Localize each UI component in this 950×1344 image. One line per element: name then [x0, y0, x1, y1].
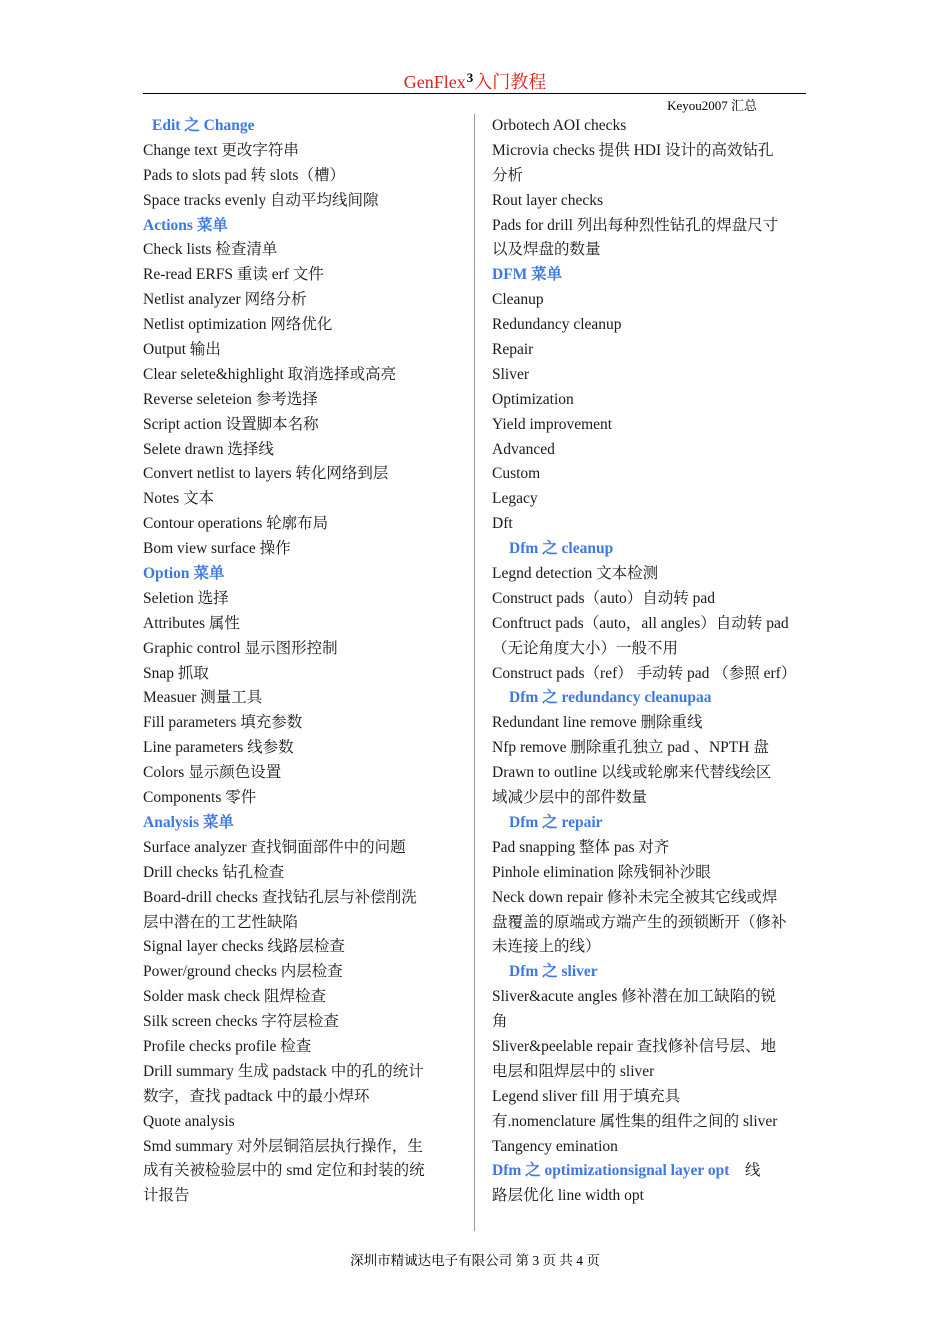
- line-text: Yield improvement: [492, 415, 613, 433]
- line-text: Tangency emination: [492, 1137, 618, 1155]
- menu-entry-line: [143, 935, 461, 960]
- line-text: Analysis 菜单: [143, 813, 234, 831]
- section-heading: [492, 537, 812, 562]
- column-divider: [474, 114, 475, 1231]
- menu-entry-line: [143, 1110, 461, 1135]
- menu-entry-line: [143, 438, 461, 463]
- menu-entry-line: [492, 1110, 812, 1135]
- line-text: Custom: [492, 465, 541, 483]
- line-text: 域减少层中的部件数量: [492, 789, 648, 807]
- menu-entry-line: [492, 612, 812, 637]
- menu-entry-line: [143, 886, 461, 911]
- menu-entry-line: [143, 1184, 461, 1209]
- menu-entry-line: [492, 214, 812, 239]
- menu-entry-line: [143, 1010, 461, 1035]
- header-author: Keyou2007 汇总: [667, 98, 757, 113]
- menu-entry-line: [143, 512, 461, 537]
- line-text: Option 菜单: [143, 565, 225, 583]
- line-text: Silk screen checks 字符层检查: [143, 1013, 339, 1031]
- line-text: Dfm 之 optimizationsignal layer opt: [492, 1162, 730, 1180]
- line-text: Check lists 检查清单: [143, 241, 278, 259]
- menu-entry-line: [492, 587, 812, 612]
- menu-entry-line: [143, 960, 461, 985]
- line-text: Sliver&peelable repair 查找修补信号层、地: [492, 1037, 777, 1055]
- line-text: Dfm 之 cleanup: [509, 540, 614, 558]
- line-text: Conftruct pads（auto，all angles）自动转 pad: [492, 614, 789, 632]
- menu-entry-line: [143, 462, 461, 487]
- line-text: Actions 菜单: [143, 216, 228, 234]
- menu-entry-line: [143, 612, 461, 637]
- menu-entry-line: [492, 462, 812, 487]
- menu-entry-line: [492, 1060, 812, 1085]
- line-text: Legacy: [492, 490, 538, 508]
- line-text: Repair: [492, 341, 534, 359]
- line-text: Attributes 属性: [143, 614, 240, 632]
- line-text: Notes 文本: [143, 490, 215, 508]
- line-text: 有.nomenclature 属性集的组件之间的 sliver: [492, 1112, 778, 1130]
- left-column: [143, 114, 461, 1209]
- line-text: Dfm 之 repair: [509, 813, 603, 831]
- line-text: Sliver&acute angles 修补潜在加工缺陷的锐: [492, 988, 777, 1006]
- line-text: 路层优化 line width opt: [492, 1187, 644, 1205]
- section-heading: [492, 686, 812, 711]
- line-text: Line parameters 线参数: [143, 739, 294, 757]
- line-text: Orbotech AOI checks: [492, 117, 627, 134]
- line-text: 以及焊盘的数量: [492, 241, 601, 259]
- menu-entry-line: [143, 537, 461, 562]
- line-text: Quote analysis: [143, 1112, 235, 1130]
- line-text: Graphic control 显示图形控制: [143, 639, 338, 657]
- page-footer: 深圳市精诚达电子有限公司 第 3 页 共 4 页: [350, 1253, 600, 1268]
- menu-entry-line: [143, 189, 461, 214]
- menu-entry-line: [492, 114, 812, 139]
- menu-entry-line: [143, 1085, 461, 1110]
- menu-entry-line: [492, 836, 812, 861]
- menu-entry-line: [492, 363, 812, 388]
- line-text: Drill summary 生成 padstack 中的孔的统计: [143, 1062, 424, 1080]
- menu-entry-line: [492, 911, 812, 936]
- line-text: Rout layer checks: [492, 191, 604, 209]
- menu-entry-line: [492, 711, 812, 736]
- menu-entry-line: [492, 1010, 812, 1035]
- line-text: Legend sliver fill 用于填充具: [492, 1087, 681, 1105]
- menu-entry-line: [143, 263, 461, 288]
- menu-entry-line: [143, 139, 461, 164]
- line-text: Space tracks evenly 自动平均线间隙: [143, 191, 379, 209]
- menu-entry-line: [492, 1035, 812, 1060]
- line-text: Clear selete&highlight 取消选择或高亮: [143, 365, 397, 383]
- line-text: Solder mask check 阻焊检查: [143, 988, 326, 1006]
- menu-entry-line: [143, 363, 461, 388]
- line-text: 未连接上的线）: [492, 938, 601, 956]
- line-text: Selete drawn 选择线: [143, 440, 274, 458]
- menu-entry-line: [492, 562, 812, 587]
- menu-entry-line: [143, 1135, 461, 1160]
- section-heading: [492, 960, 812, 985]
- menu-entry-line: [492, 761, 812, 786]
- line-text: Board-drill checks 查找钻孔层与补偿削洗: [143, 888, 417, 906]
- section-heading: [143, 562, 461, 587]
- line-text: Contour operations 轮廓布局: [143, 515, 329, 533]
- menu-entry-line: [492, 288, 812, 313]
- line-text: Dfm 之 redundancy cleanupaa: [509, 689, 712, 707]
- line-text: Profile checks profile 检查: [143, 1037, 312, 1055]
- line-text: Dfm 之 sliver: [509, 963, 598, 981]
- line-text: Optimization: [492, 390, 574, 408]
- line-text: Signal layer checks 线路层检查: [143, 938, 345, 956]
- line-text: Neck down repair 修补未完全被其它线或焊: [492, 888, 778, 906]
- line-text: Reverse seleteion 参考选择: [143, 390, 318, 408]
- line-text: Power/ground checks 内层检查: [143, 963, 343, 981]
- menu-entry-line: [492, 388, 812, 413]
- menu-entry-line: [143, 711, 461, 736]
- line-text: 电层和阻焊层中的 sliver: [492, 1062, 655, 1080]
- menu-entry-line: [143, 388, 461, 413]
- menu-entry-line: [492, 413, 812, 438]
- menu-entry-line: [492, 985, 812, 1010]
- menu-entry-line: [492, 139, 812, 164]
- section-heading: [492, 263, 812, 288]
- header-page-marker: 3: [466, 70, 474, 85]
- line-text: 盘覆盖的原端或方端产生的颈锁断开（修补: [492, 913, 787, 931]
- line-text: Drawn to outline 以线或轮廓来代替线绘区: [492, 764, 772, 782]
- line-text: Script action 设置脚本名称: [143, 415, 319, 433]
- menu-entry-line: [492, 512, 812, 537]
- line-text: Pinhole elimination 除残铜补沙眼: [492, 863, 711, 881]
- line-text: DFM 菜单: [492, 266, 563, 284]
- line-text: Output 输出: [143, 341, 221, 359]
- menu-entry-line: [143, 413, 461, 438]
- menu-entry-line: [492, 238, 812, 263]
- menu-entry-line: [143, 761, 461, 786]
- menu-entry-line: [143, 587, 461, 612]
- line-text: 成有关被检验层中的 smd 定位和封装的统: [143, 1162, 425, 1180]
- line-text: Bom view surface 操作: [143, 540, 291, 558]
- menu-entry-line: [143, 338, 461, 363]
- menu-entry-line: [492, 313, 812, 338]
- line-text: Legnd detection 文本检测: [492, 565, 659, 583]
- line-text: Sliver: [492, 365, 530, 383]
- menu-entry-line: [143, 637, 461, 662]
- menu-entry-line: [143, 662, 461, 687]
- menu-entry-line: [143, 686, 461, 711]
- line-text: Fill parameters 填充参数: [143, 714, 303, 732]
- line-text: 分析: [492, 166, 524, 184]
- line-text: Cleanup: [492, 291, 544, 309]
- line-text: Components 零件: [143, 789, 257, 807]
- menu-entry-line: [143, 861, 461, 886]
- header-title: [0, 68, 950, 94]
- line-text: Re-read ERFS 重读 erf 文件: [143, 266, 324, 284]
- line-text: Construct pads（auto）自动转 pad: [492, 589, 716, 607]
- menu-entry-line: [143, 487, 461, 512]
- line-text: Microvia checks 提供 HDI 设计的高效钻孔: [492, 141, 774, 159]
- line-text: Nfp remove 删除重孔独立 pad 、NPTH 盘: [492, 739, 769, 757]
- line-text: Dft: [492, 515, 513, 533]
- menu-entry-line: [143, 911, 461, 936]
- line-text: Pads for drill 列出每种烈性钻孔的焊盘尺寸: [492, 216, 779, 234]
- line-text: Construct pads（ref） 手动转 pad （参照 erf）: [492, 664, 797, 682]
- header-title-suffix: 入门教程: [474, 72, 547, 92]
- header-rule: [143, 93, 806, 94]
- section-heading: [492, 1159, 812, 1184]
- menu-entry-line: [492, 164, 812, 189]
- line-text: 计报告: [143, 1187, 190, 1205]
- menu-entry-line: [492, 1085, 812, 1110]
- menu-entry-line: [492, 189, 812, 214]
- section-heading: [143, 114, 461, 139]
- menu-entry-line: [492, 935, 812, 960]
- menu-entry-line: [492, 736, 812, 761]
- line-text: （无论角度大小）一般不用: [492, 639, 679, 657]
- line-text: Edit 之 Change: [152, 117, 255, 134]
- section-heading: [143, 811, 461, 836]
- menu-entry-line: [143, 313, 461, 338]
- line-text: Seletion 选择: [143, 589, 229, 607]
- line-tail-text: 线: [729, 1162, 761, 1180]
- line-text: Colors 显示颜色设置: [143, 764, 282, 782]
- line-text: Pad snapping 整体 pas 对齐: [492, 838, 670, 856]
- menu-entry-line: [492, 662, 812, 687]
- line-text: 层中潜在的工艺性缺陷: [143, 913, 299, 931]
- line-text: Change text 更改字符串: [143, 141, 299, 159]
- line-text: 角: [492, 1013, 508, 1031]
- line-text: Netlist analyzer 网络分析: [143, 291, 307, 309]
- menu-entry-line: [492, 786, 812, 811]
- line-text: Drill checks 钻孔检查: [143, 863, 285, 881]
- menu-entry-line: [143, 1035, 461, 1060]
- menu-entry-line: [143, 238, 461, 263]
- line-text: Netlist optimization 网络优化: [143, 316, 333, 334]
- line-text: 数字，查找 padtack 中的最小焊环: [143, 1087, 370, 1105]
- menu-entry-line: [492, 861, 812, 886]
- menu-entry-line: [492, 886, 812, 911]
- section-heading: [143, 214, 461, 239]
- menu-entry-line: [492, 1184, 812, 1209]
- menu-entry-line: [143, 164, 461, 189]
- menu-entry-line: [492, 637, 812, 662]
- right-column: [492, 114, 812, 1209]
- line-text: Smd summary 对外层铜箔层执行操作，生: [143, 1137, 423, 1155]
- line-text: Pads to slots pad 转 slots（槽）: [143, 166, 345, 184]
- header-title-prefix: GenFlex: [403, 72, 466, 92]
- line-text: Measuer 测量工具: [143, 689, 263, 707]
- line-text: Surface analyzer 查找铜面部件中的问题: [143, 838, 406, 856]
- line-text: Advanced: [492, 440, 555, 458]
- menu-entry-line: [492, 338, 812, 363]
- line-text: Redundant line remove 删除重线: [492, 714, 703, 732]
- section-heading: [492, 811, 812, 836]
- menu-entry-line: [492, 487, 812, 512]
- menu-entry-line: [143, 786, 461, 811]
- menu-entry-line: [143, 736, 461, 761]
- menu-entry-line: [143, 836, 461, 861]
- line-text: Convert netlist to layers 转化网络到层: [143, 465, 389, 483]
- menu-entry-line: [143, 985, 461, 1010]
- line-text: Redundancy cleanup: [492, 316, 622, 334]
- line-text: Snap 抓取: [143, 664, 209, 682]
- menu-entry-line: [143, 1159, 461, 1184]
- menu-entry-line: [143, 288, 461, 313]
- menu-entry-line: [143, 1060, 461, 1085]
- menu-entry-line: [492, 1135, 812, 1160]
- menu-entry-line: [492, 438, 812, 463]
